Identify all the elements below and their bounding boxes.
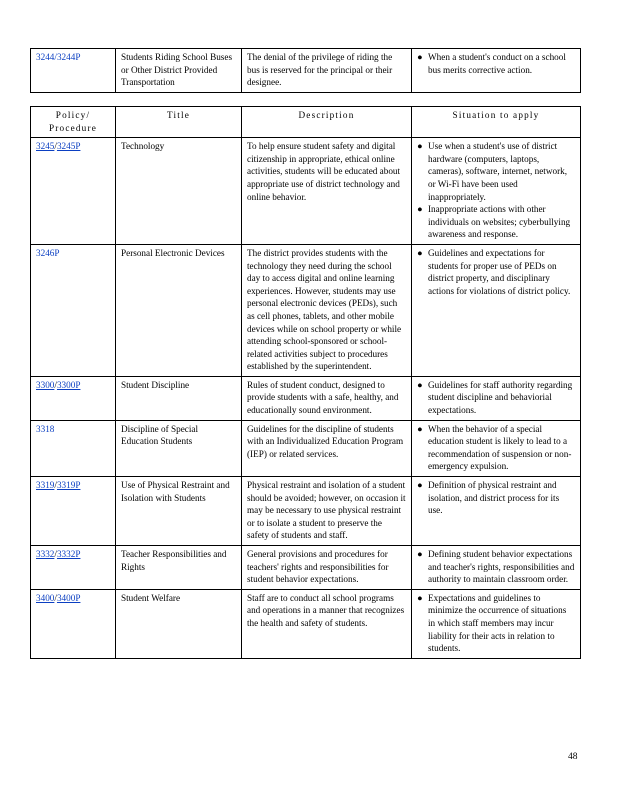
title-cell: Personal Electronic Devices <box>116 244 242 376</box>
table-row <box>31 49 581 93</box>
policy-table <box>30 106 581 659</box>
table-header-row <box>31 107 581 138</box>
situation-item: ● Guidelines and expectations for students for proper use of PEDs on district property, and disciplinary actions for violations of district policy. <box>417 247 571 296</box>
title-cell: Teacher Responsibilities and Rights <box>116 546 242 590</box>
header-situation: Situation to apply <box>412 107 581 138</box>
description-cell: Guidelines for the discipline of students with an Individualized Education Program (IEP) or related services. <box>242 420 412 476</box>
situation-item: ● When the behavior of a special education student is likely to lead to a recommendation of suspension or non-emergency expulsion. <box>417 423 572 472</box>
header-title: Title <box>116 107 242 138</box>
description-cell: Staff are to conduct all school programs and operations in a manner that recognizes the health and safety of students. <box>242 589 412 658</box>
title-cell: Student Welfare <box>116 589 242 658</box>
header-policy: Policy/ Procedure <box>31 107 116 138</box>
bullet-dot-icon: ● <box>417 141 423 152</box>
policy-link[interactable]: 3246P <box>36 247 60 258</box>
bullet-dot-icon: ● <box>417 247 423 258</box>
title-cell: Students Riding School Buses or Other District Provided Transportation <box>116 49 242 93</box>
policy-cell <box>31 420 116 476</box>
situation-item: ● Use when a student's use of district hardware (computers, laptops, cameras), software, internet, network, or Wi-Fi have been used inappropriately. <box>417 141 568 202</box>
situation-cell <box>412 244 581 376</box>
policy-link[interactable]: 3400 <box>36 592 55 603</box>
title-cell: Use of Physical Restraint and Isolation with Students <box>116 477 242 546</box>
header-description: Description <box>242 107 412 138</box>
situation-cell <box>412 138 581 245</box>
policy-link[interactable]: 3244 <box>36 52 55 62</box>
table-row <box>31 244 581 376</box>
situation-item: ● Defining student behavior expectations and teacher's rights, responsibilities and authority to maintain classroom order. <box>417 549 575 585</box>
table-row <box>31 376 581 420</box>
situation-cell <box>412 546 581 590</box>
situation-item: ● When a student's conduct on a school bus merits corrective action. <box>417 52 566 75</box>
policy-link[interactable]: 3319P <box>56 480 81 491</box>
situation-item: ● Inappropriate actions with other individuals on websites; cyberbullying awareness and response. <box>417 204 571 240</box>
continued-table <box>30 48 581 93</box>
page-number: 48 <box>568 752 578 762</box>
policy-link[interactable]: 3319 <box>36 480 55 491</box>
description-cell: Rules of student conduct, designed to provide students with a safe, healthy, and educationally sound environment. <box>242 376 412 420</box>
policy-link[interactable]: 3245 <box>36 141 55 152</box>
situation-item: ● Expectations and guidelines to minimize the occurrence of situations in which staff members may incur liability for their acts in relation to students. <box>417 592 567 654</box>
situation-item: ● Guidelines for staff authority regarding student discipline and behaviorial expectations. <box>417 379 573 416</box>
table-row <box>31 546 581 590</box>
situation-cell <box>412 589 581 658</box>
bullet-dot-icon: ● <box>417 52 423 62</box>
policy-link[interactable]: 3244P <box>56 52 81 62</box>
description-cell: To help ensure student safety and digital citizenship in appropriate, ethical online activities, students will be educated about appropriate use of district technology and online behavior. <box>242 138 412 245</box>
description-cell: Physical restraint and isolation of a student should be avoided; however, on occasion it may be necessary to use physical restraint or to isolate a student to preserve the safety of students and staff. <box>242 477 412 546</box>
policy-cell: 3244/3244P <box>31 49 116 93</box>
bullet-dot-icon: ● <box>417 204 423 215</box>
policy-link[interactable]: 3400P <box>56 592 81 603</box>
policy-link[interactable]: 3300P <box>56 379 81 390</box>
policy-link[interactable]: 3245P <box>56 141 81 152</box>
situation-cell <box>412 420 581 476</box>
title-cell: Discipline of Special Education Students <box>116 420 242 476</box>
table-row <box>31 477 581 546</box>
policy-cell <box>31 244 116 376</box>
bullet-dot-icon: ● <box>417 423 423 434</box>
policy-link[interactable]: 3332P <box>56 549 81 559</box>
situation-cell <box>412 477 581 546</box>
bullet-dot-icon: ● <box>417 592 423 603</box>
situation-item: ● Definition of physical restraint and isolation, and district process for its use. <box>417 480 560 516</box>
table-row <box>31 589 581 658</box>
description-cell: General provisions and procedures for teachers' rights and responsibilities for student behavior expectations. <box>242 546 412 590</box>
policy-cell: 3332/3332P <box>31 546 116 590</box>
table-row <box>31 138 581 245</box>
description-cell: The denial of the privilege of riding the bus is reserved for the principal or their designee. <box>242 49 412 93</box>
situation-cell <box>412 49 581 93</box>
bullet-dot-icon: ● <box>417 480 423 491</box>
policy-cell: 3245/3245P <box>31 138 116 245</box>
situation-cell <box>412 376 581 420</box>
policy-link[interactable]: 3318 <box>36 423 55 434</box>
policy-cell: 3400/3400P <box>31 589 116 658</box>
policy-cell: 3319/3319P <box>31 477 116 546</box>
title-cell: Technology <box>116 138 242 245</box>
policy-cell: 3300/3300P <box>31 376 116 420</box>
bullet-dot-icon: ● <box>417 549 423 559</box>
policy-link[interactable]: 3300 <box>36 379 55 390</box>
title-cell: Student Discipline <box>116 376 242 420</box>
description-cell: The district provides students with the technology they need during the school day to access digital and online learning experiences. However, students may use personal electronic devices (PEDs), such as cell phones, tablets, and other mobile devices while on school property or while attending school-sponsored or school-related activities subject to procedures established by the superintendent. <box>242 244 412 376</box>
table-row <box>31 420 581 476</box>
bullet-dot-icon: ● <box>417 379 423 390</box>
policy-link[interactable]: 3332 <box>36 549 55 559</box>
